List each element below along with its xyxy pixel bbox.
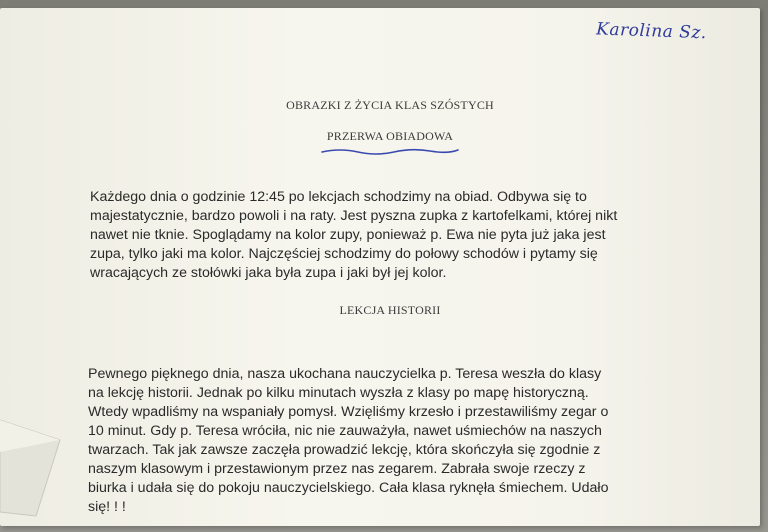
handwritten-signature: Karolina Sz. <box>595 19 708 44</box>
section-title-lunch-break: PRZERWA OBIADOWA <box>326 129 454 143</box>
hand-drawn-underline <box>320 146 460 156</box>
paragraph-lunch-break: Każdego dnia o godzinie 12:45 po lekcjach schodzimy na obiad. Odbywa się to majestatycznie, bardzo powoli i na raty. Jest pyszna zupka z kartofelkami, której nikt nawet nie tknie. Spoglądamy na kolor zupy, ponieważ p. Ewa nie pyta już jaka jest zupa, tylko jaki ma kolor. Najczęściej schodzimy do połowy schodów i pytamy się wracających ze stołówki jaka była zupa i jaki był jej kolor. <box>90 189 618 281</box>
paper-sheet <box>0 8 760 526</box>
section-title-history-lesson: LEKCJA HISTORII <box>339 303 441 317</box>
document-header <box>200 98 580 156</box>
document-title: OBRAZKI Z ŻYCIA KLAS SZÓSTYCH <box>286 98 494 112</box>
paragraph-history-lesson: Pewnego pięknego dnia, nasza ukochana nauczycielka p. Teresa weszła do klasy na lekcję historii. Jednak po kilku minutach wyszła z klasy po mapę historyczną. Wtedy wpadliśmy na wspaniały pomysł. Wzięliśmy krzesło i przestawiliśmy zegar o 10 minut. Gdy p. Teresa wróciła, nic nie zauważyła, nawet uśmiechów na naszych twarzach. Tak jak zawsze zaczęła prowadzić lekcję, która skończyła się zgodnie z naszym klasowym i przestawionym przez nas zegarem. Zabrała swoje rzeczy z biurka i udała się do pokoju nauczycielskiego. Cała klasa ryknęła śmiechem. Udało się! ! ! <box>88 366 609 515</box>
folded-corner <box>0 412 64 516</box>
